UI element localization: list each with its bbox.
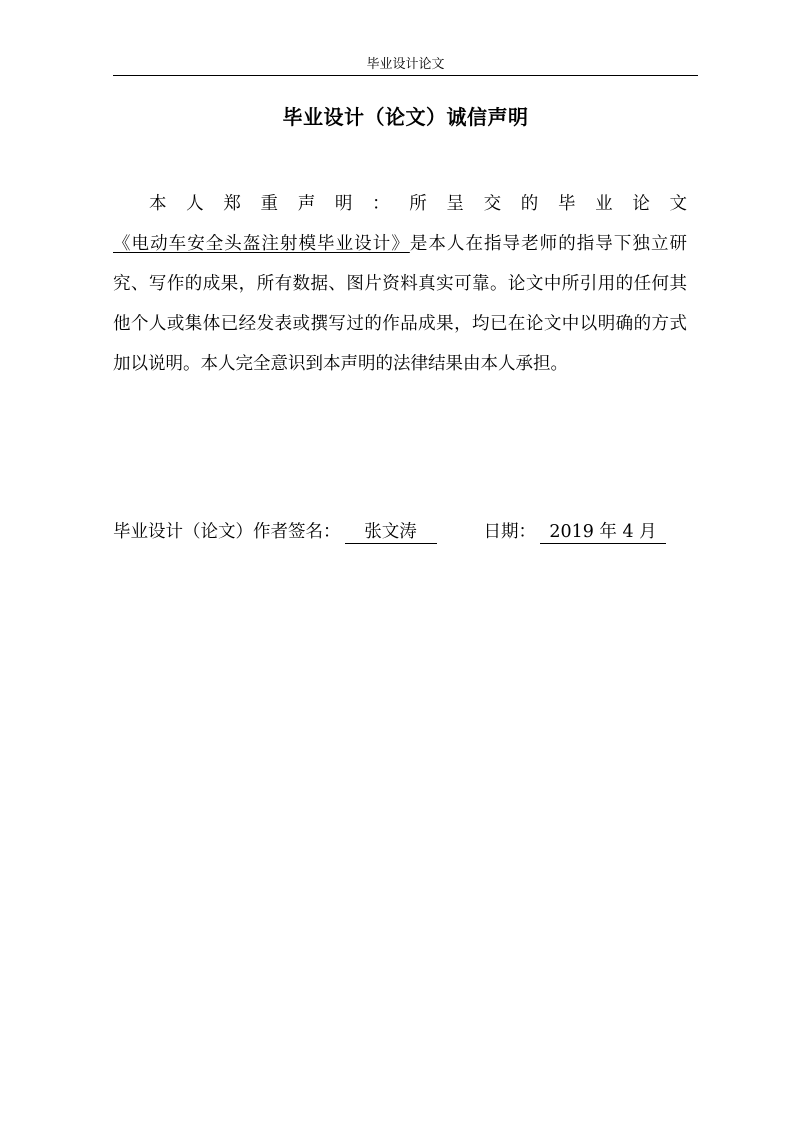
declaration-body: 是本人在指导老师的指导下独立研究、写作的成果，所有数据、图片资料真实可靠。论文中所引用的任何其他个人或集体已经发表或撰写过的作品成果，均已在论文中以明确的方式加以说明。本人完全意识到本声明的法律结果由本人承担。 (113, 234, 688, 374)
thesis-title: 《电动车安全头盔注射模毕业设计》 (113, 234, 410, 254)
signature-row (113, 520, 698, 544)
date-label: 日期： (483, 522, 536, 542)
header-divider (113, 75, 698, 76)
author-signature-field: 张文涛 (345, 521, 437, 544)
date-field: 2019 年 4 月 (540, 521, 666, 544)
running-header: 毕业设计论文 (366, 57, 445, 72)
declaration-intro: 本人郑重声明：所呈交的毕业论文 (149, 194, 687, 214)
author-signature-label: 毕业设计（论文）作者签名： (113, 522, 341, 542)
page-title: 毕业设计（论文）诚信声明 (282, 105, 529, 129)
declaration-paragraph (113, 184, 687, 384)
